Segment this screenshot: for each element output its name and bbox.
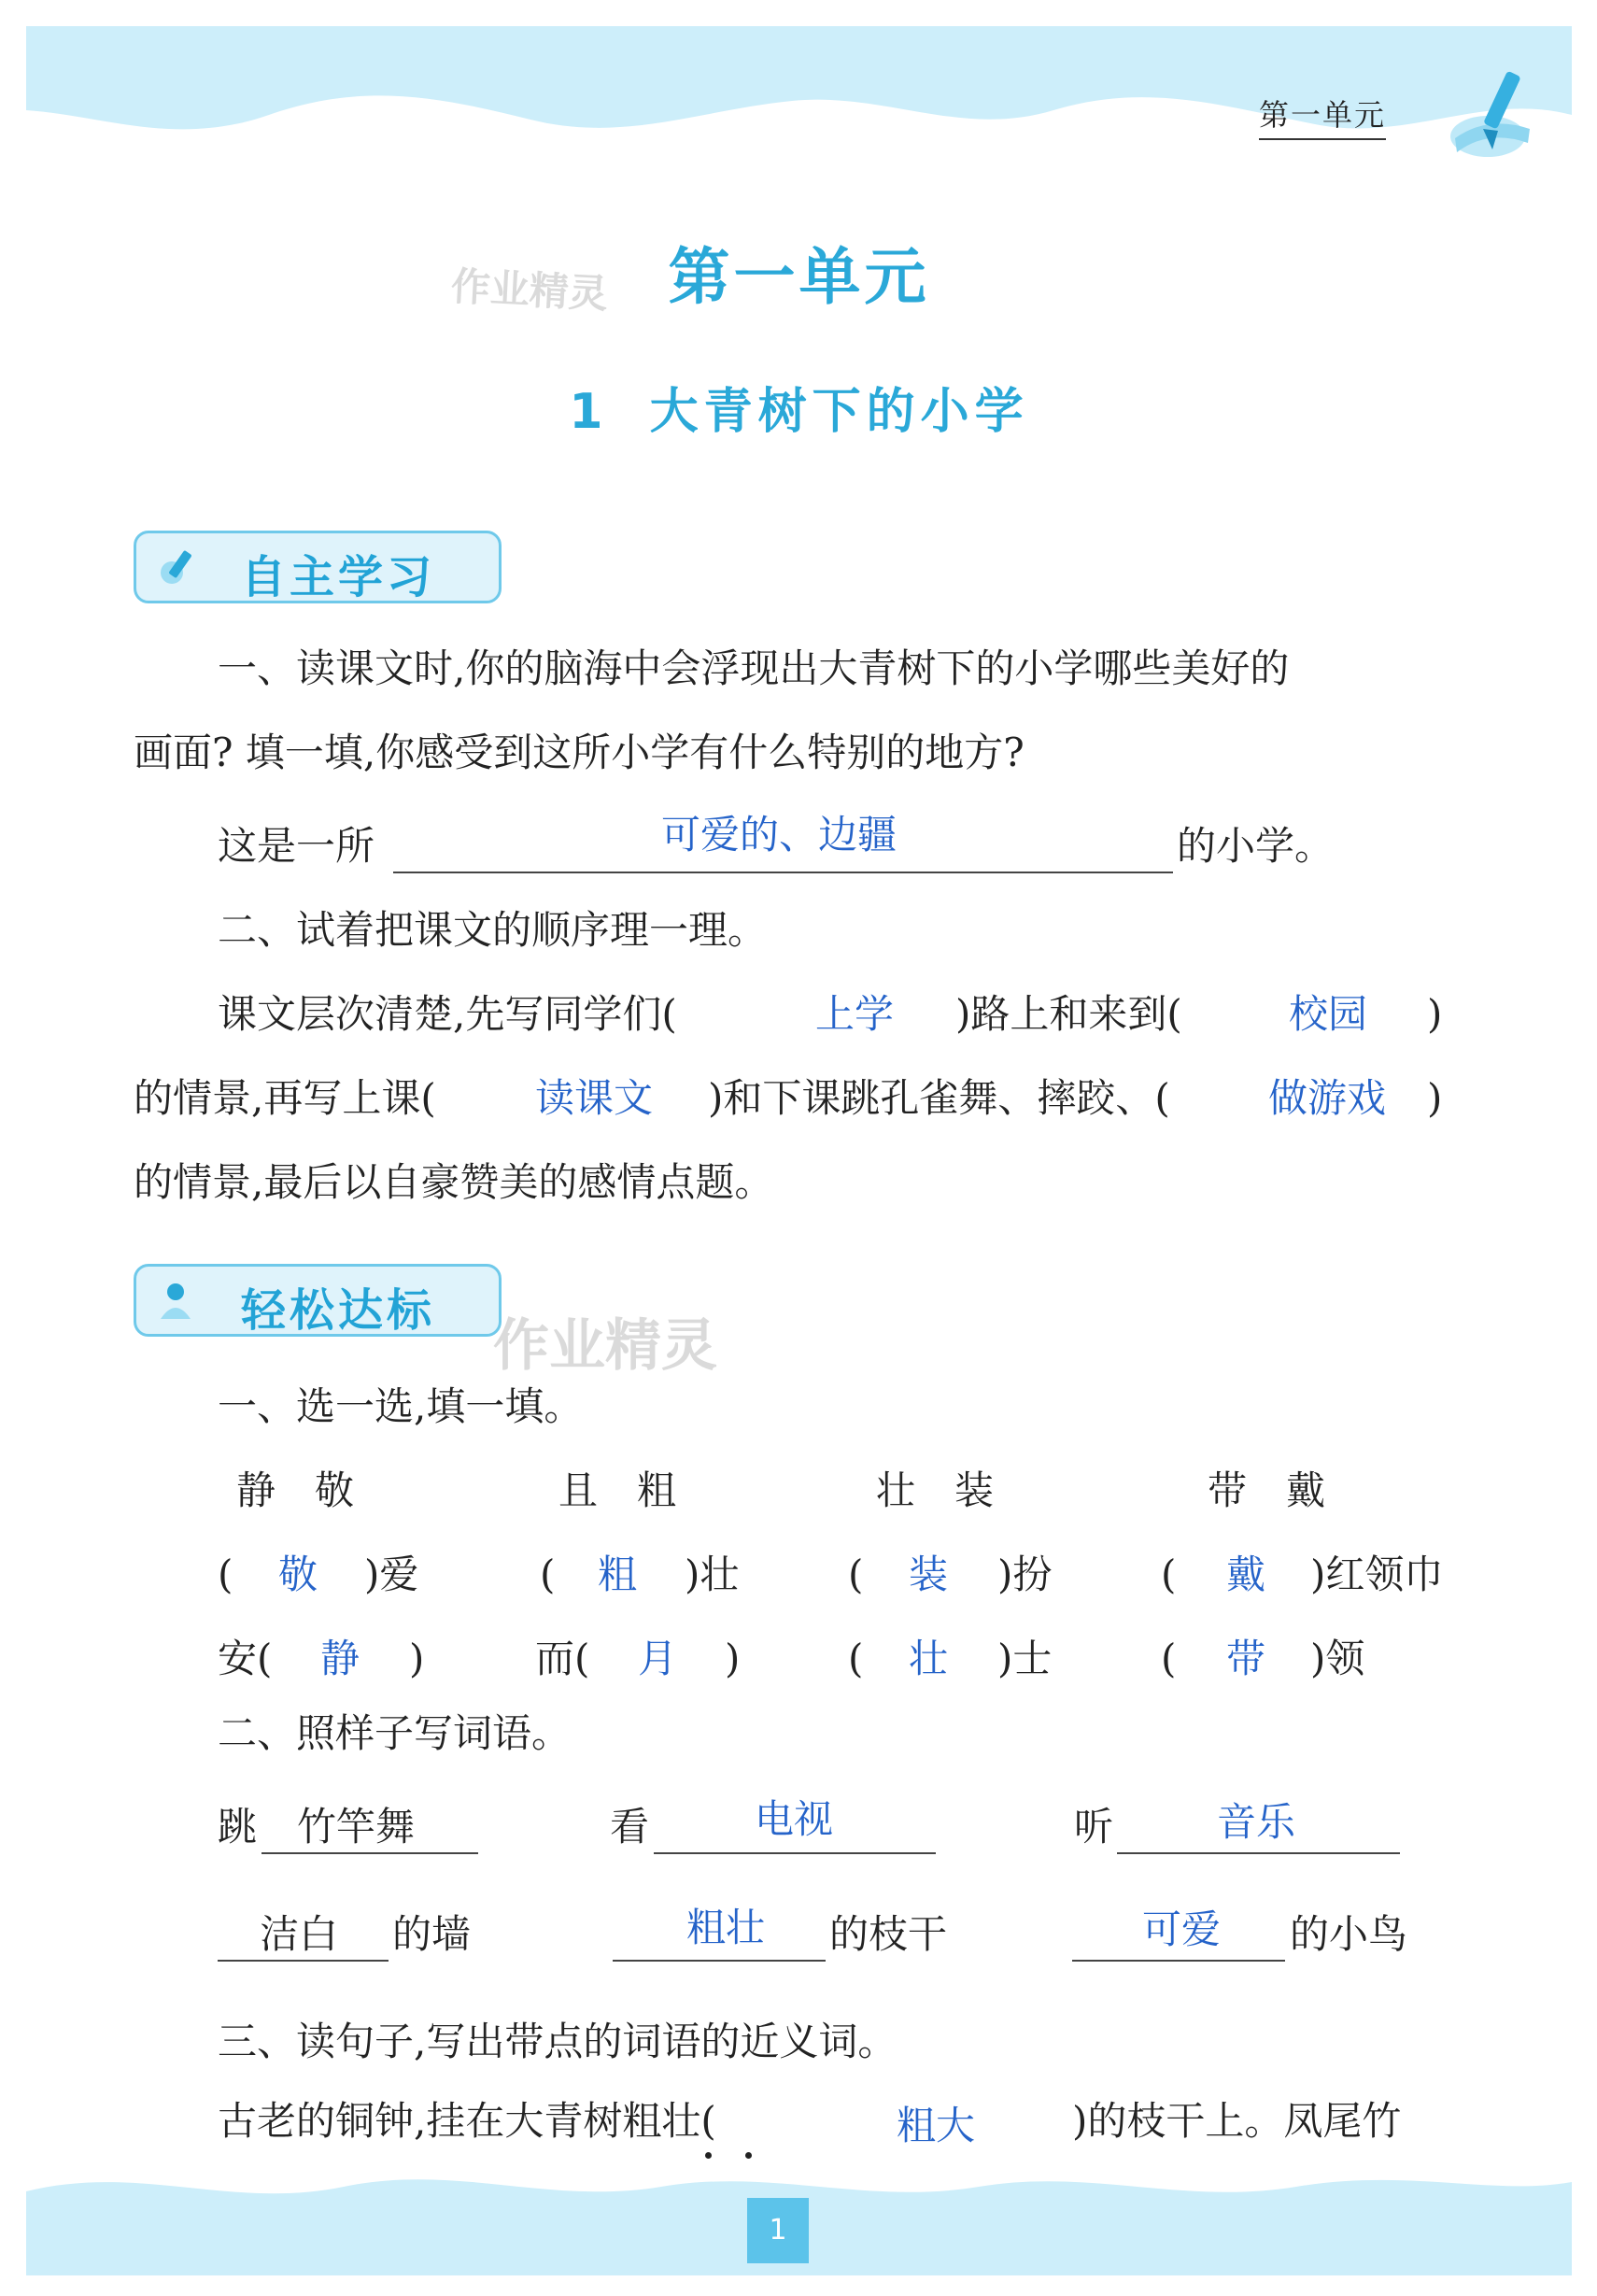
question-2-text: 的情景,最后以自豪赞美的感情点题。 — [134, 1159, 774, 1205]
word-prefix: 跳 — [218, 1804, 258, 1850]
question-2-text: )路上和来到( — [955, 991, 1182, 1037]
question-1-line-1: 一、读课文时,你的脑海中会浮现出大青树下的小学哪些美好的 — [218, 645, 1290, 691]
paren-close: ) — [1427, 991, 1443, 1037]
word-suffix: )士 — [997, 1636, 1053, 1681]
paren-close: ) — [409, 1636, 425, 1681]
word-suffix: )爱 — [364, 1552, 419, 1597]
paren-close: ) — [725, 1636, 741, 1681]
section-label: 轻松达标 — [241, 1284, 436, 1337]
answer-text: 粗壮 — [686, 1905, 766, 1950]
lesson-number: 1 — [569, 384, 609, 440]
pencil-icon — [157, 546, 198, 588]
word-prefix: 安( — [218, 1636, 273, 1681]
answer-text: 粗 — [598, 1552, 638, 1597]
answer-text: 敬 — [278, 1552, 318, 1597]
paren-open: ( — [540, 1552, 556, 1597]
word-prefix: 听 — [1074, 1804, 1114, 1850]
word-suffix: )红领巾 — [1310, 1552, 1444, 1597]
word-suffix: 的墙 — [392, 1911, 472, 1957]
workbook-page — [26, 26, 1572, 2275]
answer-text: 粗大 — [897, 2103, 976, 2148]
paren-open: ( — [848, 1636, 864, 1681]
char-pair: 且 粗 — [558, 1467, 677, 1513]
word-prefix: 而( — [535, 1636, 590, 1681]
answer-text: 静 — [320, 1636, 360, 1681]
section-header-easy — [134, 1264, 502, 1337]
lesson-title — [26, 372, 1572, 442]
answer-text: 可爱 — [1142, 1906, 1222, 1952]
example-word: 竹竿舞 — [297, 1804, 416, 1850]
page-number: 1 — [769, 2214, 787, 2246]
answer-text: 做游戏 — [1268, 1075, 1387, 1121]
section-header-self-study — [134, 531, 502, 603]
paren-open: ( — [218, 1552, 233, 1597]
example-word: 洁白 — [260, 1911, 339, 1957]
person-icon — [157, 1280, 198, 1321]
answer-blank — [613, 1960, 826, 1962]
unit-title: 第一单元 — [668, 240, 930, 313]
header-unit-label: 第一单元 — [1259, 92, 1386, 140]
char-pair: 静 敬 — [236, 1467, 355, 1513]
answer-text: 校园 — [1289, 991, 1368, 1037]
paren-close: ) — [1427, 1075, 1443, 1121]
paren-open: ( — [1161, 1636, 1177, 1681]
page-number-box — [747, 2198, 809, 2263]
question-2-text: 课文层次清楚,先写同学们( — [218, 991, 677, 1037]
word-suffix: )扮 — [997, 1552, 1053, 1597]
section-label: 自主学习 — [241, 551, 436, 603]
fill-suffix: 的小学。 — [1177, 823, 1335, 869]
answer-text: 电视 — [755, 1796, 834, 1842]
question-1: 一、选一选,填一填。 — [218, 1383, 584, 1429]
paren-open: ( — [848, 1552, 864, 1597]
question-2: 二、照样子写词语。 — [218, 1710, 572, 1756]
answer-text: 壮 — [909, 1636, 949, 1681]
word-suffix: 的枝干 — [829, 1911, 948, 1957]
question-1-line-2: 画面? 填一填,你感受到这所小学有什么特别的地方? — [134, 730, 1025, 775]
answer-text: 读课文 — [535, 1075, 654, 1121]
word-suffix: )领 — [1310, 1636, 1365, 1681]
answer-text: 带 — [1226, 1636, 1266, 1681]
word-prefix: 看 — [610, 1804, 650, 1850]
answer-blank — [393, 872, 1173, 873]
answer-text: 装 — [909, 1552, 949, 1597]
question-3-text: )的枝干上。凤尾竹 — [1072, 2098, 1402, 2144]
watermark: 作业精灵 — [493, 1313, 717, 1379]
question-2-text: 的情景,再写上课( — [134, 1075, 436, 1121]
word-suffix: 的小鸟 — [1290, 1911, 1408, 1957]
answer-text: 戴 — [1226, 1552, 1266, 1597]
answer-blank — [1117, 1852, 1400, 1854]
answer-text: 音乐 — [1217, 1799, 1296, 1845]
question-2-text: )和下课跳孔雀舞、摔跤、( — [708, 1075, 1170, 1121]
answer-text: 上学 — [815, 991, 895, 1037]
fill-prefix: 这是一所 — [218, 823, 375, 869]
answer-blank — [1072, 1960, 1285, 1962]
question-3: 三、读句子,写出带点的词语的近义词。 — [218, 2019, 897, 2064]
answer-blank — [654, 1852, 936, 1854]
watermark: 作业精灵 — [449, 262, 610, 318]
paren-open: ( — [1161, 1552, 1177, 1597]
answer-text: 可爱的、边疆 — [661, 812, 897, 857]
question-2: 二、试着把课文的顺序理一理。 — [218, 907, 768, 953]
word-suffix: )壮 — [685, 1552, 740, 1597]
answer-text: 月 — [638, 1636, 678, 1681]
pen-icon — [1446, 64, 1539, 166]
char-pair: 带 戴 — [1208, 1467, 1326, 1513]
char-pair: 壮 装 — [876, 1467, 995, 1513]
question-3-text: 古老的铜钟,挂在大青树粗壮( — [218, 2098, 716, 2144]
lesson-name: 大青树下的小学 — [649, 384, 1029, 440]
